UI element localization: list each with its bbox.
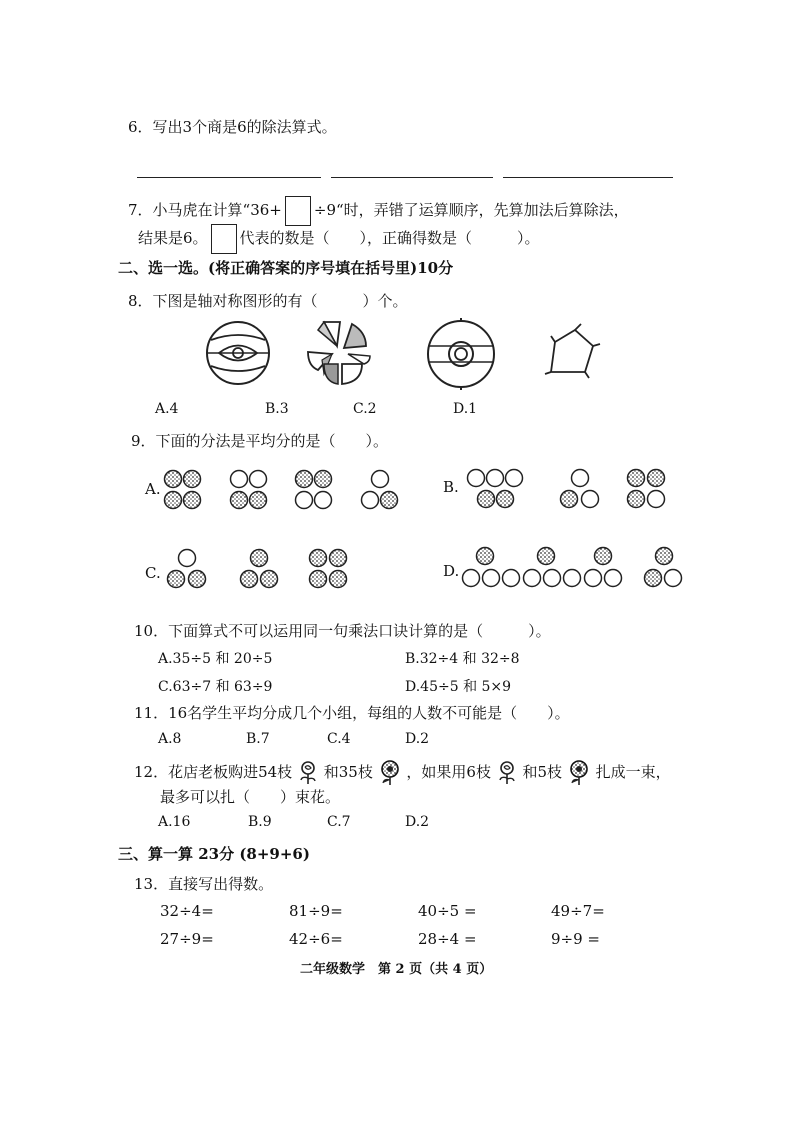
question-13: 13．直接写出得数。 <box>134 875 274 893</box>
empty-circle <box>665 570 682 587</box>
rose-flower-icon <box>496 761 518 785</box>
section-2-title: 二、选一选。(将正确答案的序号填在括号里)10分 <box>118 259 454 277</box>
filled-circle <box>656 548 673 565</box>
q7-text-b: ÷9“时，弄错了运算顺序，先算加法后算除法， <box>313 201 629 219</box>
filled-circle <box>330 571 347 588</box>
q8-option-a[interactable]: A.4 <box>155 401 179 417</box>
q8-option-b[interactable]: B.3 <box>265 401 289 417</box>
filled-circle <box>645 570 662 587</box>
calc-item[interactable]: 81÷9= <box>289 902 343 920</box>
question-12-line-1 <box>134 760 671 786</box>
empty-circle <box>372 471 389 488</box>
empty-circle <box>605 570 622 587</box>
q10-option-c[interactable]: C.63÷7 和 63÷9 <box>158 679 273 695</box>
empty-circle <box>231 471 248 488</box>
filled-circle <box>497 491 514 508</box>
q10-option-a[interactable]: A.35÷5 和 20÷5 <box>158 651 273 667</box>
filled-circle <box>477 548 494 565</box>
filled-circle <box>189 571 206 588</box>
filled-circle <box>561 491 578 508</box>
question-11: 11．16名学生平均分成几个小组，每组的人数不可能是（ ）。 <box>134 704 570 722</box>
q12-text-b: 和35枝 <box>323 763 373 781</box>
q10-option-b[interactable]: B.32÷4 和 32÷8 <box>405 651 520 667</box>
q11-option-c[interactable]: C.4 <box>327 731 351 747</box>
q12-option-b[interactable]: B.9 <box>248 814 272 830</box>
empty-circle <box>362 492 379 509</box>
lily-flower-icon <box>567 760 591 786</box>
empty-circle <box>250 471 267 488</box>
filled-circle <box>250 492 267 509</box>
q11-option-b[interactable]: B.7 <box>246 731 270 747</box>
filled-circle <box>538 548 555 565</box>
q8-option-c[interactable]: C.2 <box>353 401 377 417</box>
q12-text-d: 和5枝 <box>522 763 563 781</box>
filled-circle <box>595 548 612 565</box>
filled-circle <box>330 550 347 567</box>
q12-text-c: ，如果用6枝 <box>406 763 491 781</box>
question-10: 10．下面算式不可以运用同一句乘法口诀计算的是（ ）。 <box>134 622 551 640</box>
q11-option-d[interactable]: D.2 <box>405 731 430 747</box>
empty-circle <box>544 570 561 587</box>
q9-option-a[interactable]: A. <box>145 480 161 498</box>
rose-flower-icon <box>297 761 319 785</box>
q12-option-c[interactable]: C.7 <box>327 814 351 830</box>
calc-item[interactable]: 28÷4 = <box>418 930 477 948</box>
filled-circle <box>168 571 185 588</box>
q7-text-d: 代表的数是（ ），正确得数是（ ）。 <box>239 229 540 247</box>
empty-circle <box>585 570 602 587</box>
filled-circle <box>165 492 182 509</box>
q12-option-d[interactable]: D.2 <box>405 814 430 830</box>
filled-circle <box>310 550 327 567</box>
question-12-line-2: 最多可以扎（ ）束花。 <box>160 788 341 806</box>
calc-item[interactable]: 40÷5 = <box>418 902 477 920</box>
q10-option-d[interactable]: D.45÷5 和 5×9 <box>405 679 512 695</box>
q11-option-a[interactable]: A.8 <box>158 731 182 747</box>
empty-circle <box>564 570 581 587</box>
empty-circle <box>487 470 504 487</box>
empty-circle <box>524 570 541 587</box>
empty-circle <box>315 492 332 509</box>
page-footer: 二年级数学 第 2 页（共 4 页） <box>300 962 493 977</box>
filled-circle <box>231 492 248 509</box>
calc-item[interactable]: 49÷7= <box>551 902 605 920</box>
filled-circle <box>628 470 645 487</box>
filled-circle <box>628 491 645 508</box>
filled-circle <box>165 471 182 488</box>
filled-circle <box>648 470 665 487</box>
calc-item[interactable]: 27÷9= <box>160 930 214 948</box>
empty-circle <box>582 491 599 508</box>
q9-option-d[interactable]: D. <box>443 562 460 580</box>
q12-option-a[interactable]: A.16 <box>158 814 191 830</box>
empty-circle <box>179 550 196 567</box>
q12-text-a: 12．花店老板购进54枝 <box>134 763 293 781</box>
filled-circle <box>315 471 332 488</box>
q7-text-a: 7．小马虎在计算“36+ <box>128 201 282 219</box>
filled-circle <box>184 492 201 509</box>
empty-circle <box>506 470 523 487</box>
filled-circle <box>184 471 201 488</box>
calc-item[interactable]: 42÷6= <box>289 930 343 948</box>
section-3-title: 三、算一算 23分 (8+9+6) <box>118 845 310 863</box>
q8-option-d[interactable]: D.1 <box>453 401 478 417</box>
filled-circle <box>296 471 313 488</box>
q9-option-b[interactable]: B. <box>443 478 459 496</box>
calc-item[interactable]: 9÷9 = <box>551 930 600 948</box>
filled-circle <box>251 550 268 567</box>
empty-circle <box>572 470 589 487</box>
lily-flower-icon <box>378 760 402 786</box>
filled-circle <box>241 571 258 588</box>
calc-item[interactable]: 32÷4= <box>160 902 214 920</box>
filled-circle <box>261 571 278 588</box>
q7-text-c: 结果是6。 <box>138 229 208 247</box>
question-6: 6．写出3个商是6的除法算式。 <box>128 118 337 136</box>
empty-circle <box>648 491 665 508</box>
filled-circle <box>478 491 495 508</box>
question-9: 9．下面的分法是平均分的是（ ）。 <box>131 432 389 450</box>
empty-circle <box>483 570 500 587</box>
empty-circle <box>463 570 480 587</box>
empty-circle <box>296 492 313 509</box>
filled-circle <box>381 492 398 509</box>
empty-circle <box>503 570 520 587</box>
q12-text-e: 扎成一束， <box>595 763 671 781</box>
question-8: 8．下图是轴对称图形的有（ ）个。 <box>128 292 408 310</box>
filled-circle <box>310 571 327 588</box>
q9-option-c[interactable]: C. <box>145 564 161 582</box>
empty-circle <box>468 470 485 487</box>
